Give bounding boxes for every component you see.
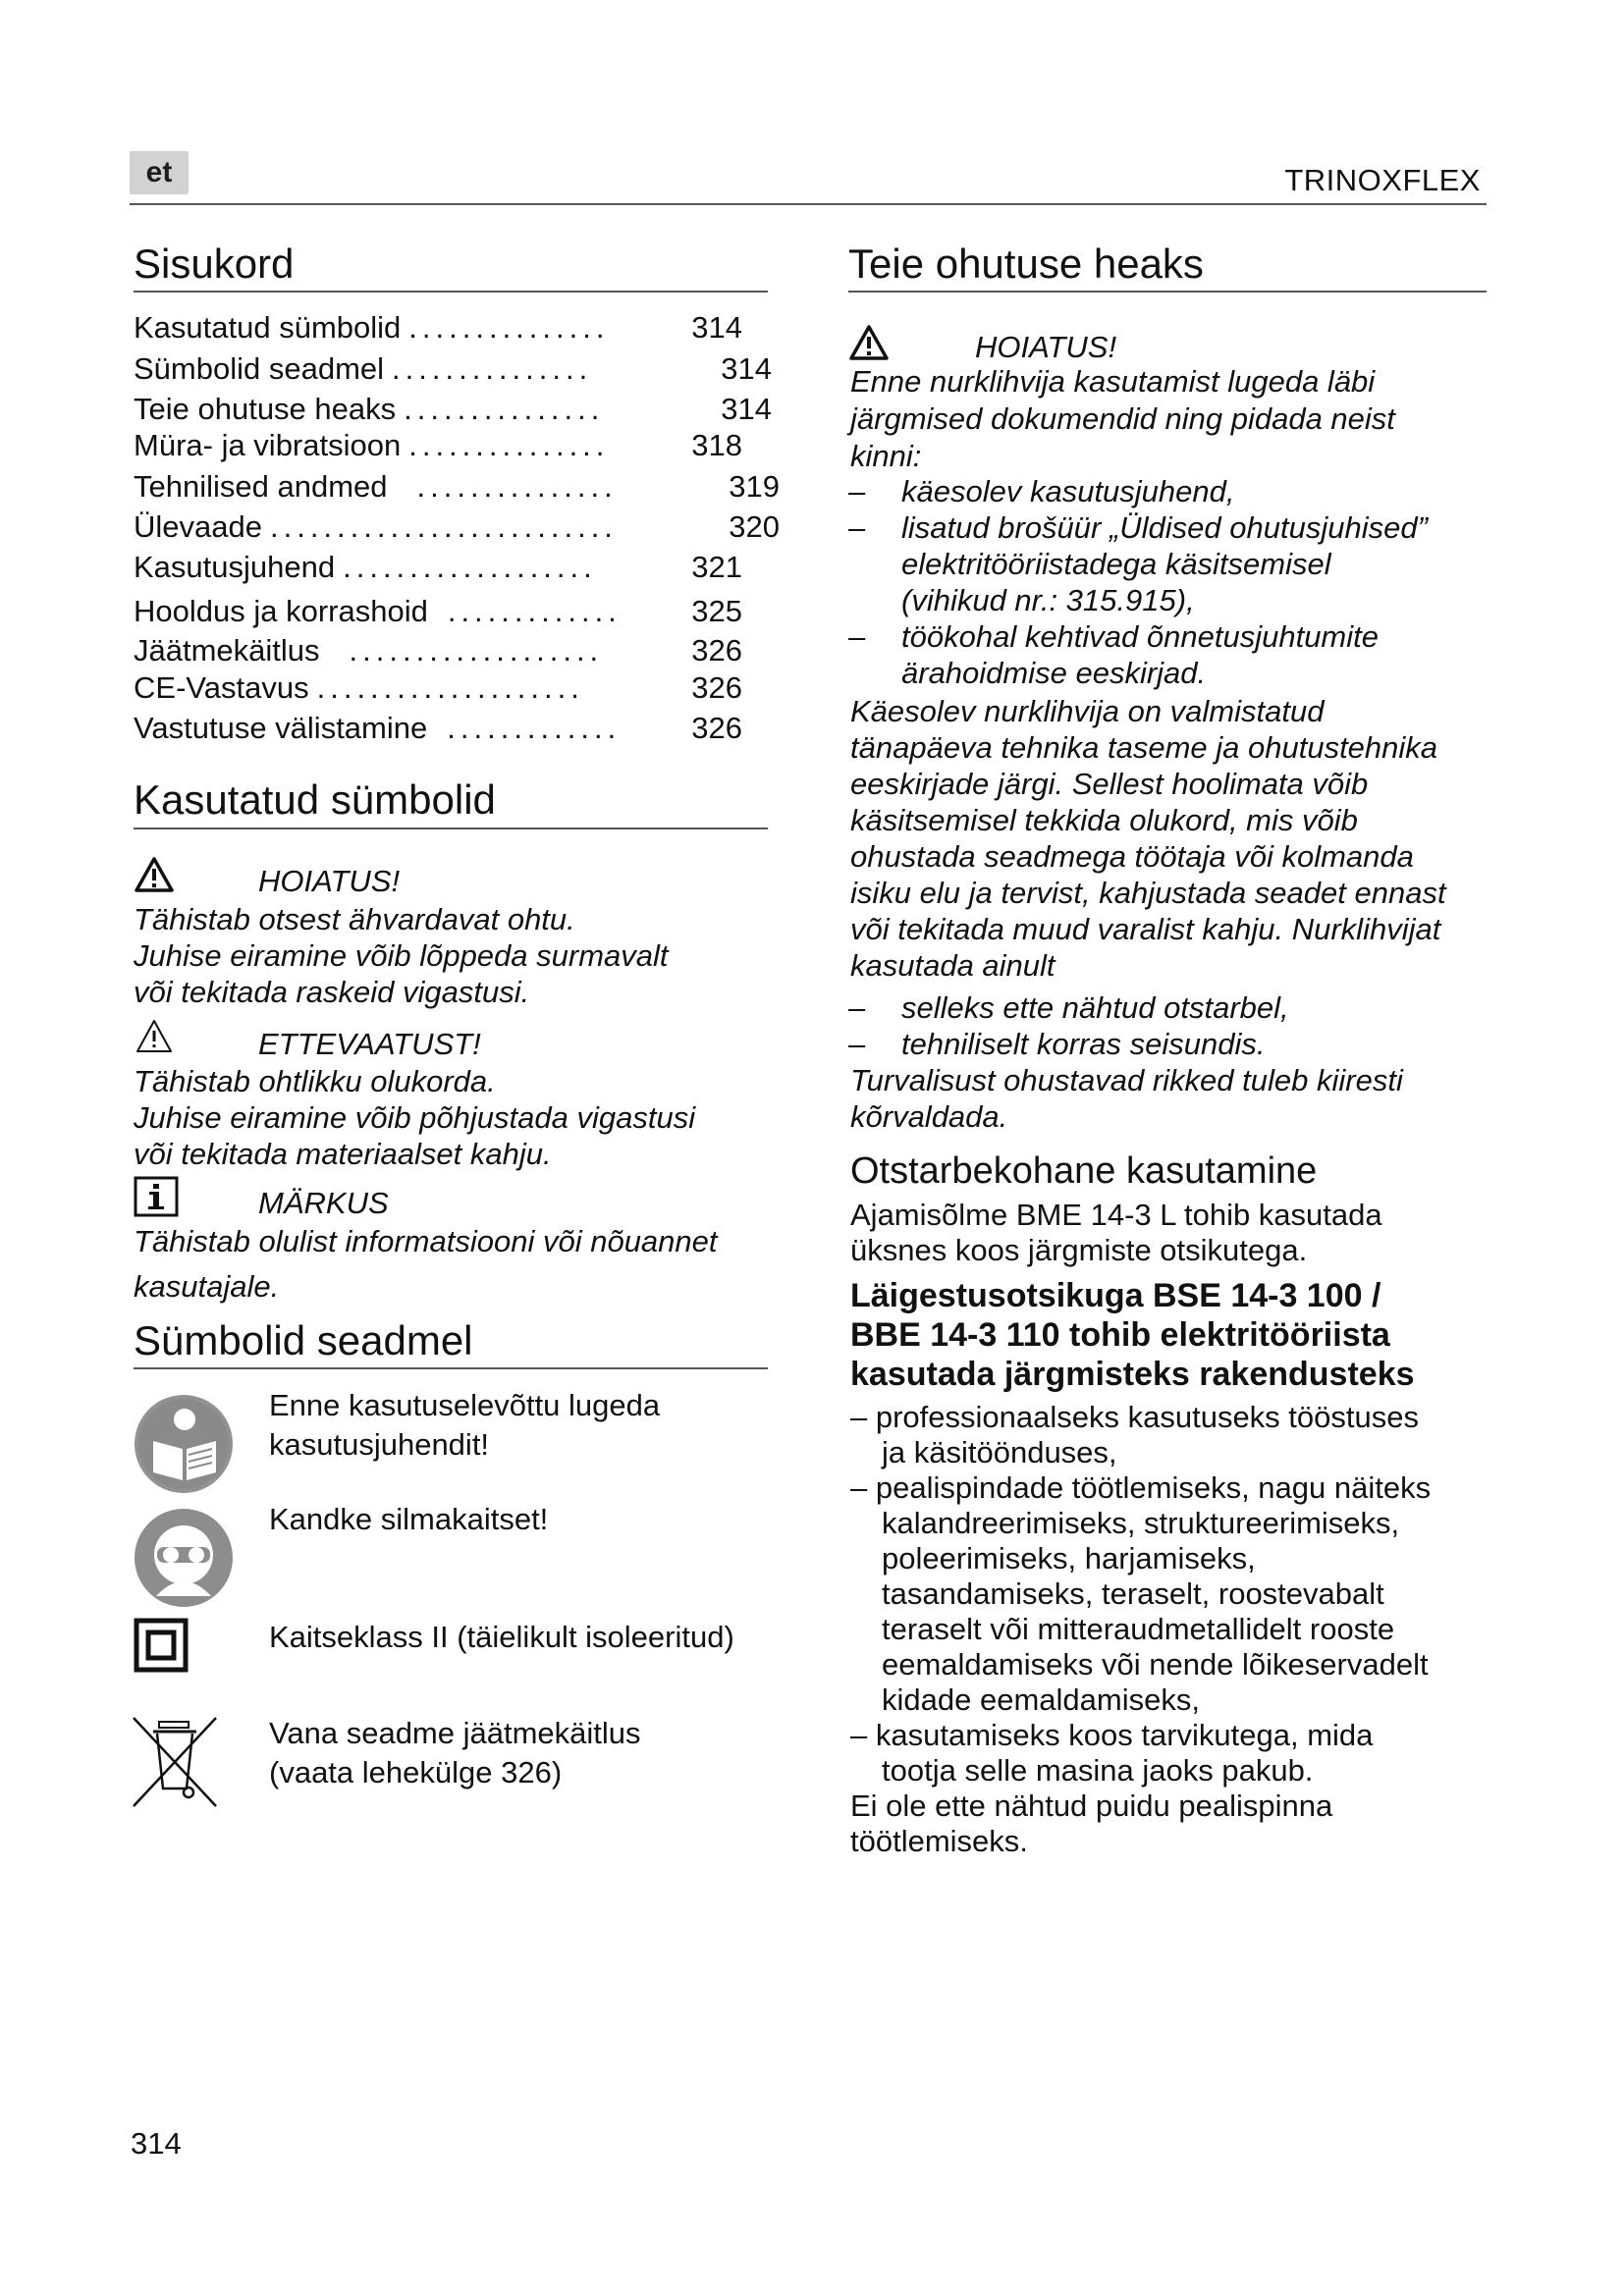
page-number: 314 bbox=[131, 2126, 182, 2161]
symbol-description: Vana seadme jäätmekäitlus (vaata lehekülge 326) bbox=[269, 1716, 641, 1789]
safety-paragraph: Käesolev nurklihvija on valmistatud tänapäeva tehnika taseme ja ohutustehnika eeskirjade järgi. Sellest hoolimata võib käsitsemisel tekkida olukord, mis võib ohustada seadmega töötaja või kolmanda isiku elu ja tervist, kahjustada seadet ennast või tekitada muud varalist kahju. Nurklihvijat kasutada ainult bbox=[850, 694, 1446, 983]
symbol-description: Enne kasutuselevõttu lugeda kasutusjuhendit! bbox=[269, 1388, 661, 1462]
toc-item[interactable] bbox=[134, 507, 780, 547]
toc-item-page: 314 bbox=[691, 310, 742, 345]
toc-item[interactable] bbox=[134, 390, 772, 429]
toc-dots: ................... bbox=[343, 550, 597, 584]
toc-item[interactable] bbox=[134, 631, 742, 670]
toc-dots: ............... bbox=[392, 351, 593, 386]
toc-item-page: 326 bbox=[691, 711, 742, 745]
toc-item-label: Hooldus ja korrashoid bbox=[134, 594, 428, 628]
toc-title: Sisukord bbox=[134, 240, 295, 287]
list-item: – töökohal kehtivad õnnetusjuhtumite ärahoidmise eeskirjad. bbox=[848, 619, 1379, 690]
toc-item[interactable] bbox=[134, 668, 742, 708]
toc-item-page: 326 bbox=[691, 633, 742, 667]
toc-item-page: 326 bbox=[691, 670, 742, 705]
safety-doc-list bbox=[848, 473, 1496, 691]
list-item: – pealispindade töötlemiseks, nagu näiteks kalandreerimiseks, struktureerimiseks, poleerimiseks, harjamiseks, tasandamiseks, teraselt, roostevabalt teraselt või mitteraudmetallidelt rooste eemaldamiseks või nende lõikeservadelt kidade eemaldamiseks, bbox=[850, 1470, 1432, 1717]
toc-item[interactable] bbox=[134, 592, 742, 631]
note-title: MÄRKUS bbox=[258, 1186, 389, 1220]
symbol-description: Kaitseklass II (täielikult isoleeritud) bbox=[269, 1620, 734, 1654]
toc-item[interactable] bbox=[134, 548, 742, 587]
toc-item[interactable] bbox=[134, 709, 742, 748]
toc-item[interactable] bbox=[134, 308, 742, 347]
toc-item-label: Ülevaade bbox=[134, 509, 262, 544]
toc-item-label: Sümbolid seadmel bbox=[134, 351, 385, 386]
toc-dots: ............. bbox=[447, 594, 622, 628]
warning-title: HOIATUS! bbox=[258, 864, 401, 898]
toc-item-label: Kasutusjuhend bbox=[134, 550, 336, 584]
caution-icon bbox=[134, 1017, 175, 1054]
symbols-used-title: Kasutatud sümbolid bbox=[134, 776, 496, 823]
toc-item-label: Tehnilised andmed bbox=[134, 469, 388, 504]
device-symbols-title-rule bbox=[134, 1367, 768, 1369]
toc-dots: .................... bbox=[316, 670, 584, 705]
list-item: – selleks ette nähtud otstarbel, bbox=[848, 990, 1289, 1025]
intended-use-list bbox=[850, 1400, 1498, 1789]
toc-dots: ............... bbox=[404, 392, 605, 426]
eye-protection-icon bbox=[132, 1506, 236, 1610]
intended-use-closing: Ei ole ette nähtud puidu pealispinna töötlemiseks. bbox=[850, 1789, 1333, 1858]
crossed-bin-icon bbox=[130, 1714, 220, 1810]
toc-dots: ................... bbox=[349, 633, 604, 667]
protection-class-ii-icon bbox=[134, 1618, 189, 1673]
caution-description: Tähistab ohtlikku olukorda. Juhise eiramine võib põhjustada vigastusi või tekitada materiaalset kahju. bbox=[134, 1064, 696, 1171]
toc-item-label: Vastutuse välistamine bbox=[134, 711, 428, 745]
list-item: – tehniliselt korras seisundis. bbox=[848, 1027, 1266, 1061]
warning-icon bbox=[134, 856, 175, 893]
toc-title-rule bbox=[134, 291, 768, 293]
toc-item-label: Jäätmekäitlus bbox=[134, 633, 320, 667]
toc-item-label: Kasutatud sümbolid bbox=[134, 310, 402, 345]
safety-title: Teie ohutuse heaks bbox=[848, 240, 1204, 287]
intended-use-subtitle: Läigestusotsikuga BSE 14-3 100 / BBE 14-3 110 tohib elektritööriista kasutada järgmisteks rakendusteks bbox=[850, 1277, 1415, 1393]
toc-dots: ............... bbox=[408, 310, 610, 345]
toc-item[interactable] bbox=[134, 467, 780, 507]
caution-title: ETTEVAATUST! bbox=[258, 1027, 481, 1061]
read-manual-icon bbox=[132, 1392, 236, 1496]
toc-dots: ............. bbox=[447, 711, 622, 745]
list-item: – käesolev kasutusjuhend, bbox=[848, 474, 1235, 508]
toc-item-label: Teie ohutuse heaks bbox=[134, 392, 397, 426]
list-item: – professionaalseks kasutuseks tööstuses ja käsitöönduses, bbox=[850, 1400, 1419, 1469]
toc-item-label: CE-Vastavus bbox=[134, 670, 309, 705]
toc-item-page: 319 bbox=[729, 469, 780, 504]
intended-use-text: Ajamisõlme BME 14-3 L tohib kasutada üksnes koos järgmiste otsikutega. bbox=[850, 1198, 1382, 1267]
toc-item-page: 314 bbox=[721, 351, 772, 386]
toc-item-page: 325 bbox=[691, 594, 742, 628]
note-icon bbox=[134, 1176, 179, 1217]
toc-item-label: Müra- ja vibratsioon bbox=[134, 428, 402, 462]
warning-description: Tähistab otsest ähvardavat ohtu. Juhise eiramine võib lõppeda surmavalt või tekitada raskeid vigastusi. bbox=[134, 902, 669, 1009]
toc-dots: ............... bbox=[416, 469, 618, 504]
list-item: – lisatud brošüür „Üldised ohutusjuhised” elektritööriistadega käsitsemisel (vihikud nr.: 315.915), bbox=[848, 510, 1428, 617]
intended-use-title: Otstarbekohane kasutamine bbox=[850, 1150, 1318, 1192]
list-item: – kasutamiseks koos tarvikutega, mida tootja selle masina jaoks pakub. bbox=[850, 1718, 1374, 1788]
language-badge: et bbox=[130, 151, 189, 194]
safety-title-rule bbox=[848, 291, 1487, 293]
toc-item-page: 314 bbox=[721, 392, 772, 426]
toc-item-page: 320 bbox=[729, 509, 780, 544]
toc-item-page: 321 bbox=[691, 550, 742, 584]
toc-item[interactable] bbox=[134, 349, 772, 389]
toc-dots: .......................... bbox=[269, 509, 618, 544]
toc-item-page: 318 bbox=[691, 428, 742, 462]
safety-warning-title: HOIATUS! bbox=[975, 330, 1117, 364]
safety-closing: Turvalisust ohustavad rikked tuleb kiiresti kõrvaldada. bbox=[850, 1063, 1403, 1134]
symbol-description: Kandke silmakaitset! bbox=[269, 1502, 549, 1536]
brand-name: TRINOXFLEX bbox=[1284, 163, 1481, 197]
header-divider bbox=[130, 203, 1487, 205]
symbols-used-title-rule bbox=[134, 828, 768, 829]
warning-icon bbox=[848, 324, 890, 361]
safety-intro: Enne nurklihvija kasutamist lugeda läbi järgmised dokumendid ning pidada neist kinni: bbox=[850, 364, 1395, 473]
toc-dots: ............... bbox=[408, 428, 610, 462]
safety-conditions bbox=[848, 989, 1289, 1062]
toc-item[interactable] bbox=[134, 426, 742, 465]
device-symbols-title: Sümbolid seadmel bbox=[134, 1317, 473, 1363]
note-description: Tähistab olulist informatsiooni või nõuannet kasutajale. bbox=[134, 1224, 718, 1304]
